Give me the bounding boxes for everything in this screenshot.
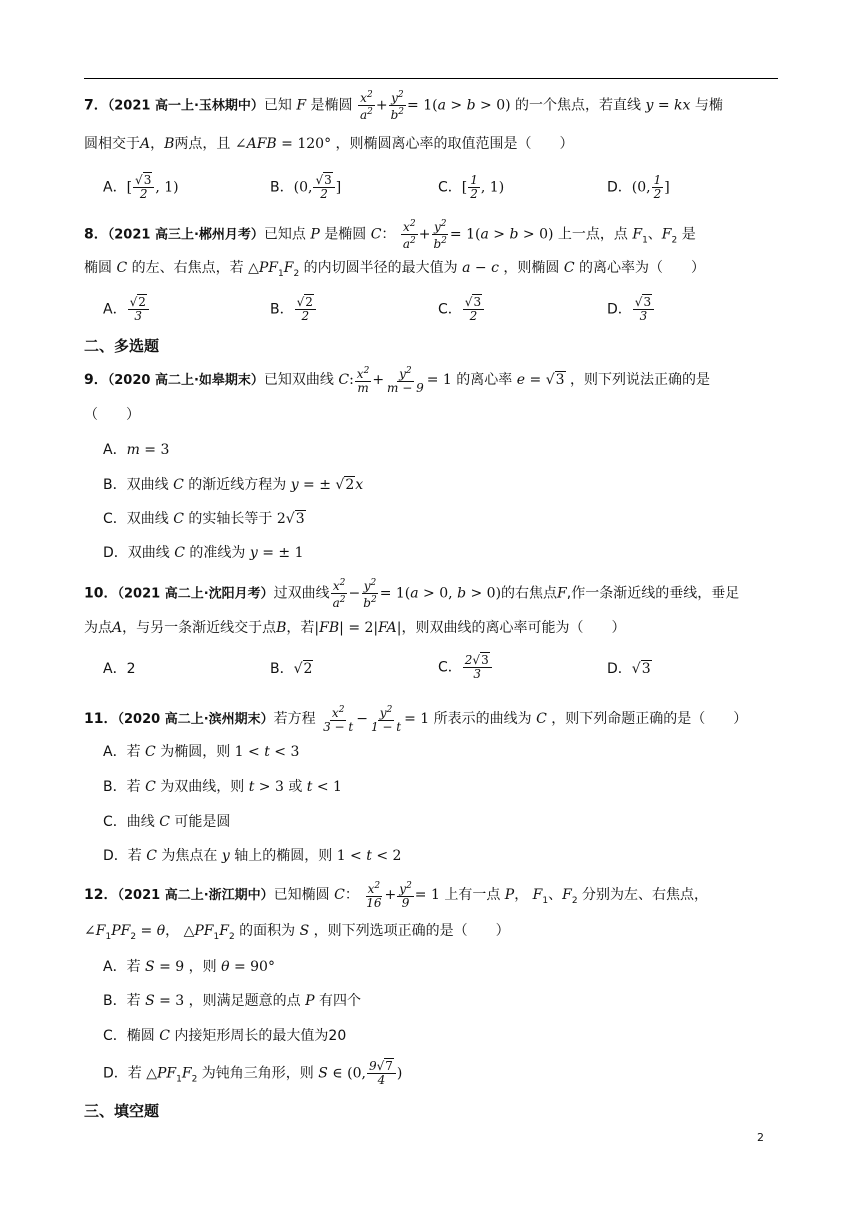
q11-option-b[interactable]: B．若 C 为双曲线，则 t > 3 或 t < 1 — [103, 779, 342, 795]
q10-option-d[interactable]: D．√3 — [607, 661, 651, 677]
q7-text: 圆相交于 — [84, 136, 140, 152]
q10-text: ，若 — [286, 620, 315, 636]
q8-text: 是 — [681, 226, 696, 243]
q10-text: 作一条渐近线的垂线，垂足 — [571, 585, 740, 602]
q8-line2: 椭圆 C 的左、右焦点，若 $\triangle PF_1F_2$ 的内切圆半径的最大值为 a − c ，则椭圆 C 的离心率为（ ） — [84, 260, 706, 279]
q12-line1: 12．（2021 高二上·浙江期中）已知椭圆 C： $\frac{x^2}{16}$ + $\frac{y^2}{9}$ = 1 上有一点 P， $F_1$、$F_2$ 分别为左、右焦点， — [84, 881, 709, 910]
q12-text: 已知椭圆 — [273, 887, 330, 903]
section-fill-blank: 三、填空题 — [84, 1102, 160, 1120]
q12-text: 分别为左、右焦点， — [582, 887, 709, 903]
q7-text: 两点，且 — [174, 136, 231, 152]
q10-line2: 为点A，与另一条渐近线交于点B，若|FB| = 2|FA|，则双曲线的离心率可能为（ ） — [84, 620, 626, 636]
q8-text: 椭圆 — [84, 260, 112, 276]
q10-option-c[interactable]: C． $\frac{2√3}{3}$ — [438, 654, 493, 681]
q10-text: ，则双曲线的离心率可能为（ ） — [401, 620, 626, 636]
q8-option-a[interactable]: A． $\frac{√2}{3}$ — [103, 296, 150, 323]
q12-text: ，则下列选项正确的是（ ） — [313, 923, 510, 939]
q7-line1: 7．（2021 高一上·玉林期中）已知 F 是椭圆 $\frac{x^2}{a^2}$ + $\frac{y^2}{b^2}$ = 1(a > b > 0) 的一个焦点，若直线 y = kx 与椭 — [84, 90, 723, 122]
q9-option-a[interactable]: A．m = 3 — [103, 442, 170, 458]
question-source: （2021 高二上·沈阳月考） — [117, 586, 274, 602]
q9-line1: 9．（2020 高二上·如皋期末）已知双曲线 C: $\frac{x^2}{m}$ + $\frac{y^2}{m - 9}$ = 1 的离心率 e = √3 ，则下列说法正确的是 — [84, 366, 710, 395]
q12-line2: $\angle F_1PF_2 = \theta$， $\triangle PF_1F_2$ 的面积为 S ，则下列选项正确的是（ ） — [84, 923, 510, 942]
q12-option-b[interactable]: B．若 S = 3 ，则满足题意的点 P 有四个 — [103, 993, 361, 1009]
q8-text: 的左、右焦点，若 — [131, 260, 244, 276]
q10-option-b[interactable]: B．√2 — [270, 661, 313, 677]
q11-option-a[interactable]: A．若 C 为椭圆，则 1 < t < 3 — [103, 744, 300, 760]
q11-line1: 11．（2020 高二上·滨州期末）若方程 $\frac{x^2}{3 - t}$ − $\frac{y^2}{1 - t}$ = 1 所表示的曲线为 C ，则下列命题正确的是（ ） — [84, 705, 748, 734]
q9-option-b[interactable]: B．双曲线 C 的渐近线方程为 y = ± √2x — [103, 477, 364, 493]
question-number: 11． — [84, 711, 118, 727]
q11-text: ，则下列命题正确的是（ ） — [551, 711, 748, 727]
q12-text: 上有一点 — [444, 887, 501, 903]
q8-text: 的离心率为（ ） — [579, 260, 706, 276]
question-source: （2021 高二上·浙江期中） — [117, 888, 274, 903]
q7-text: 与椭 — [694, 97, 723, 114]
q11-text: 所表示的曲线为 — [433, 711, 532, 727]
q7-text: 是椭圆 — [310, 97, 353, 114]
q7-option-b[interactable]: B．(0, $\frac{√3}{2}$ ] — [270, 173, 342, 201]
q8-option-b[interactable]: B． $\frac{√2}{2}$ — [270, 296, 317, 323]
q12-option-a[interactable]: A．若 S = 9 ，则 θ = 90° — [103, 959, 275, 975]
q11-option-d[interactable]: D．若 C 为焦点在 y 轴上的椭圆，则 1 < t < 2 — [103, 848, 402, 864]
question-source: （2021 高三上·郴州月考） — [107, 227, 264, 243]
q8-text: 是椭圆 — [324, 226, 367, 243]
page-number: 2 — [757, 1131, 764, 1144]
q10-option-a[interactable]: A．2 — [103, 661, 136, 677]
question-number: 9． — [84, 372, 108, 388]
q7-line2: 圆相交于A，B两点，且 ∠AFB = 120° ，则椭圆离心率的取值范围是（ ） — [84, 136, 574, 152]
q8-line1: 8．（2021 高三上·郴州月考）已知点 P 是椭圆 C： $\frac{x^2}{a^2}$ + $\frac{y^2}{b^2}$ = 1(a > b > 0) 上一点，点 $F_1$、$F_2$ 是 — [84, 219, 696, 251]
q8-option-c[interactable]: C． $\frac{√3}{2}$ — [438, 296, 485, 323]
q9-option-c[interactable]: C．双曲线 C 的实轴长等于 2√3 — [103, 511, 305, 527]
q11-text: 若方程 — [273, 711, 316, 727]
q10-text: 为点 — [84, 620, 112, 636]
q10-text: 的右焦点 — [501, 585, 558, 602]
q10-text: ，与另一条渐近线交于点 — [122, 620, 277, 636]
q12-text: 的面积为 — [239, 923, 296, 939]
header-rule — [84, 78, 778, 79]
question-number: 12． — [84, 887, 118, 903]
q7-text: 已知 — [263, 97, 292, 114]
question-source: （2021 高一上·玉林期中） — [107, 98, 264, 114]
q8-text: 已知点 — [263, 226, 306, 243]
q7-option-c[interactable]: C．[ $\frac{1}{2}$ , 1) — [438, 173, 505, 201]
q7-text: 的一个焦点，若直线 — [515, 97, 642, 114]
q11-option-c[interactable]: C．曲线 C 可能是圆 — [103, 814, 231, 830]
q10-line1: 10．（2021 高二上·沈阳月考）过双曲线 $\frac{x^2}{a^2}$ − $\frac{y^2}{b^2}$ = 1(a > 0, b > 0)的右焦点F,作一条渐近线的垂线，垂足 — [84, 578, 740, 610]
question-source: （2020 高二上·如皋期末） — [107, 373, 264, 388]
question-number: 7． — [84, 97, 108, 114]
q8-text: 的内切圆半径的最大值为 — [303, 260, 458, 276]
section-multi-choice: 二、多选题 — [84, 337, 160, 355]
q7-text: ，则椭圆离心率的取值范围是（ ） — [335, 136, 574, 152]
question-number: 10． — [84, 585, 118, 602]
q8-option-d[interactable]: D． $\frac{√3}{3}$ — [607, 296, 655, 323]
q12-option-c[interactable]: C．椭圆 C 内接矩形周长的最大值为20 — [103, 1028, 347, 1044]
q8-text: 上一点，点 — [557, 226, 628, 243]
question-source: （2020 高二上·滨州期末） — [117, 712, 274, 727]
q12-option-d[interactable]: D．若 $\triangle PF_1F_2$ 为钝角三角形，则 S ∈ (0, $\frac{9√7}{4}$ ) — [103, 1059, 403, 1087]
q8-text: ，则椭圆 — [503, 260, 560, 276]
q7-option-d[interactable]: D．(0, $\frac{1}{2}$ ] — [607, 173, 670, 201]
q9-text: 的离心率 — [456, 372, 513, 388]
question-number: 8． — [84, 226, 108, 243]
q9-text: 已知双曲线 — [263, 372, 334, 388]
q10-text: 过双曲线 — [273, 585, 330, 602]
q9-line2: （ ） — [84, 407, 140, 423]
q9-option-d[interactable]: D．双曲线 C 的准线为 y = ± 1 — [103, 545, 304, 561]
q9-text: ，则下列说法正确的是 — [569, 372, 710, 388]
q7-option-a[interactable]: A．[ $\frac{√3}{2}$ , 1) — [103, 173, 179, 201]
